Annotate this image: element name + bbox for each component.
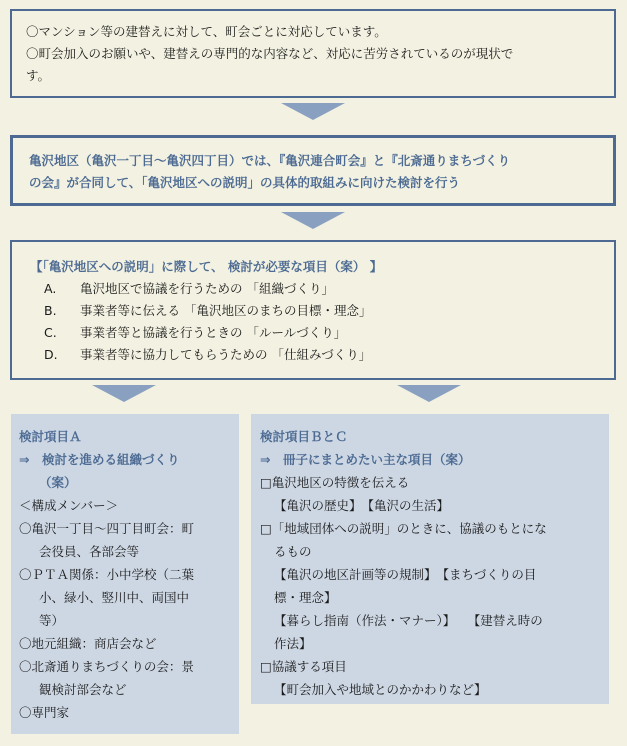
down-arrow-2	[281, 212, 345, 229]
panel-a-member-line: 会役員、各部会等	[39, 544, 140, 559]
panel-a-member-line: 等）	[39, 613, 65, 628]
down-arrow-left	[92, 385, 156, 402]
study-items-heading: 【「亀沢地区への説明」に際して、 検討が必要な項目（案） 】	[30, 259, 383, 274]
study-item-letter: A.	[44, 281, 57, 296]
panel-bc-line: □亀沢地区の特徴を伝える	[260, 475, 410, 490]
panel-bc-line: 作法】	[274, 636, 312, 651]
panel-bc-line: 【亀沢の地区計画等の規制】 【まちづくりの目	[274, 567, 537, 582]
panel-a-member-line: 観検討部会など	[39, 682, 127, 697]
panel-study-item-bc	[251, 414, 609, 704]
panel-a-member-line: 〇亀沢一丁目～四丁目町会：町	[19, 521, 195, 536]
joint-study-line-2: の会』が合同して、「亀沢地区への説明」の具体的取組みに向けた検討を行う	[29, 175, 461, 190]
panel-a-member-line: 〇北斎通りまちづくりの会：景	[19, 659, 194, 674]
study-item-c	[44, 322, 596, 344]
study-item-text: 事業者等に協力してもらうための 「仕組みづくり」	[80, 347, 372, 362]
panel-a-member-line: 小、緑小、竪川中、両国中	[39, 590, 190, 605]
situation-line-1: 〇マンション等の建替えに対して、町会ごとに対応しています。	[26, 24, 387, 39]
study-item-a	[44, 278, 596, 300]
panel-bc-title: 検討項目ＢとＣ	[260, 429, 348, 444]
study-items-list	[30, 278, 596, 366]
situation-line-3: す。	[26, 68, 51, 83]
current-situation-box	[10, 9, 616, 98]
panel-bc-line: □「地域団体への説明」のときに、協議のもとにな	[260, 521, 547, 536]
study-item-d	[44, 344, 596, 366]
panel-study-item-a	[11, 414, 239, 734]
panel-a-title: 検討項目Ａ	[19, 429, 82, 444]
study-item-text: 事業者等と協議を行うときの 「ルールづくり」	[80, 325, 347, 340]
study-item-text: 亀沢地区で協議を行うための 「組織づくり」	[80, 281, 334, 296]
down-arrow-1	[281, 103, 345, 120]
panel-bc-line: るもの	[274, 544, 312, 559]
study-item-b	[44, 300, 596, 322]
panel-a-subtitle-suffix: （案）	[39, 475, 77, 490]
panel-a-subtitle: ⇒ 検討を進める組織づくり	[19, 452, 180, 467]
panel-a-members-heading: ＜構成メンバー＞	[19, 498, 119, 513]
panel-a-member-line: 〇ＰＴＡ関係：小中学校（二葉	[19, 567, 195, 582]
down-arrow-right	[397, 385, 461, 402]
panel-bc-line: 【町会加入や地域とのかかわりなど】	[274, 682, 487, 697]
study-item-letter: D.	[44, 347, 58, 362]
panel-bc-line: □協議する項目	[260, 659, 347, 674]
study-items-box	[10, 240, 616, 380]
situation-line-2: 〇町会加入のお願いや、建替えの専門的な内容など、対応に苦労されているのが現状で	[26, 46, 514, 61]
study-item-letter: B.	[44, 303, 57, 318]
panel-a-member-line: 〇地元組織：商店会など	[19, 636, 157, 651]
panel-bc-line: 【亀沢の歴史】 【亀沢の生活】	[274, 498, 450, 513]
joint-study-line-1: 亀沢地区（亀沢一丁目～亀沢四丁目）では、『亀沢連合町会』と『北斎通りまちづくり	[29, 153, 511, 168]
panel-bc-line: 【暮らし指南（作法・マナー）】 【建替え時の	[274, 613, 543, 628]
panel-a-member-line: 〇専門家	[19, 705, 70, 720]
panel-bc-subtitle: ⇒ 冊子にまとめたい主な項目（案）	[260, 452, 471, 467]
joint-study-box	[10, 135, 616, 206]
panel-bc-line: 標・理念】	[274, 590, 337, 605]
study-item-text: 事業者等に伝える 「亀沢地区のまちの目標・理念」	[80, 303, 372, 318]
study-item-letter: C.	[44, 325, 57, 340]
